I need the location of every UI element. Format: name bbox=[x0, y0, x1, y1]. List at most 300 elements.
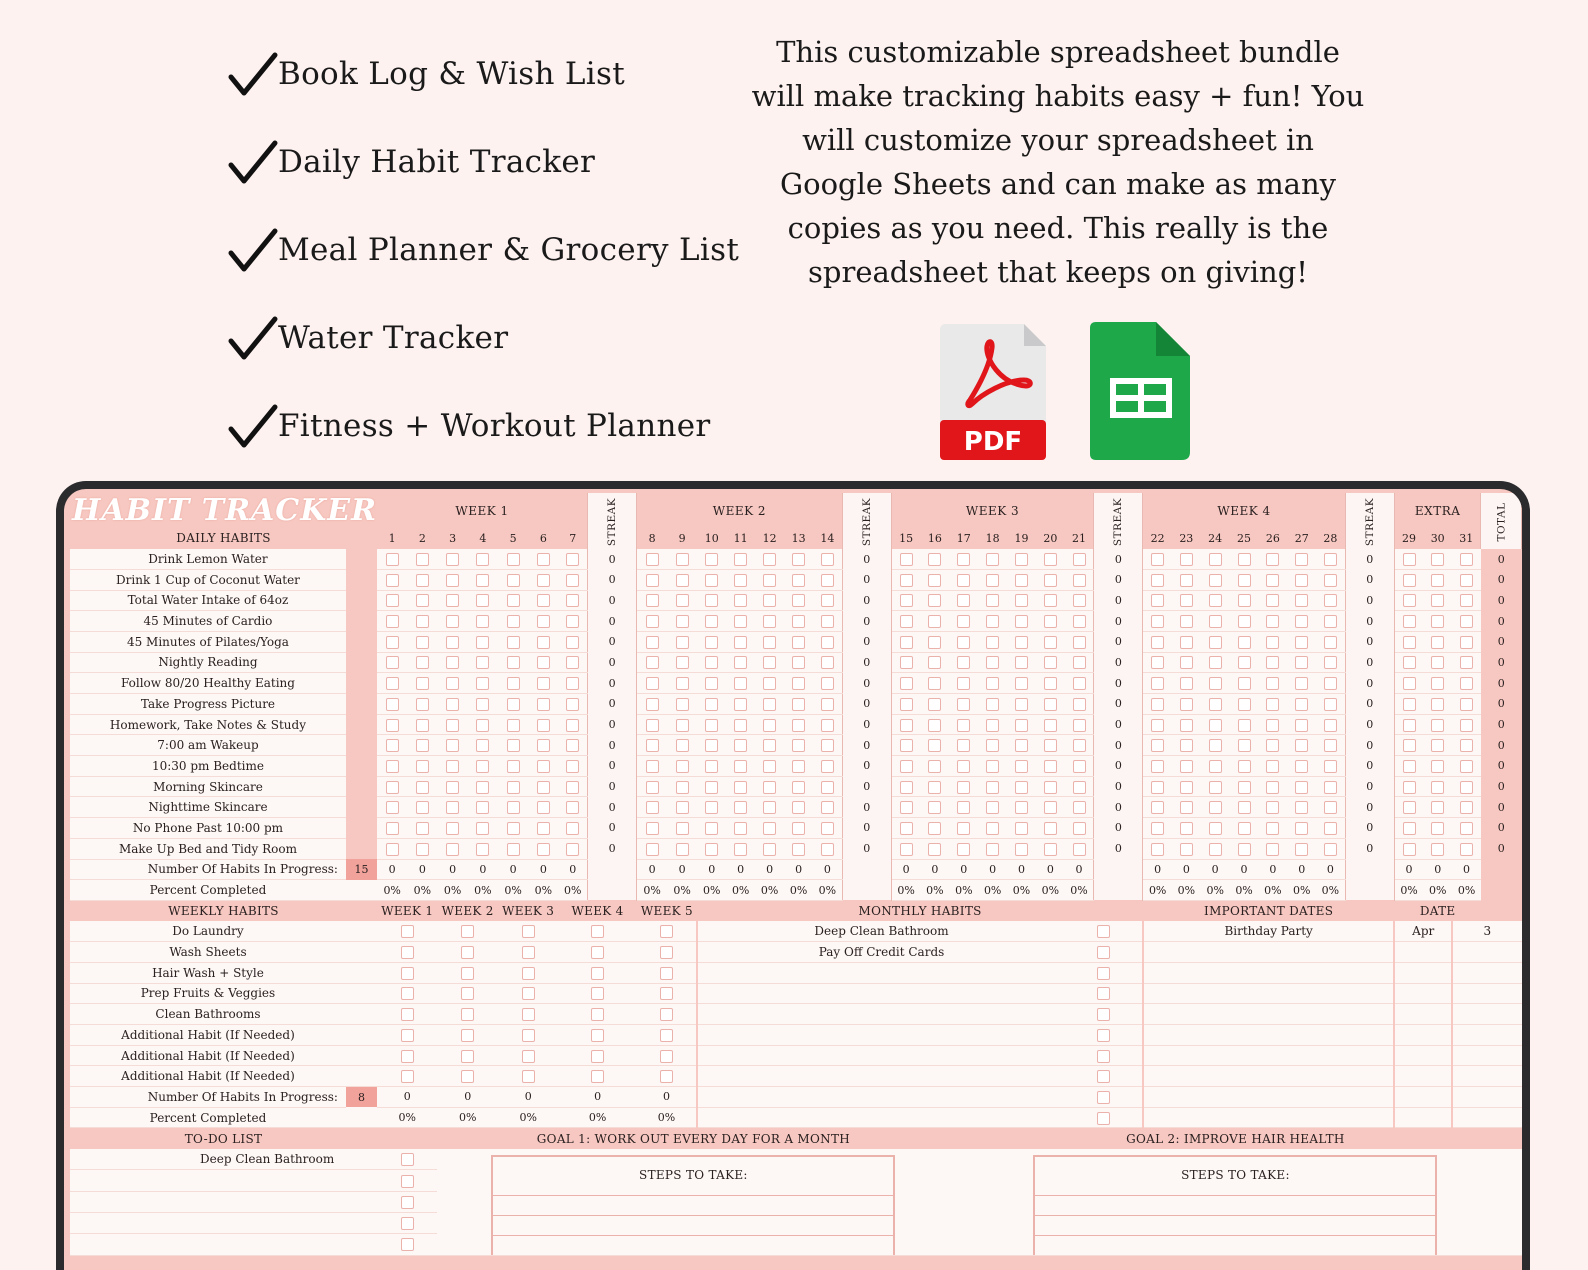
day-checkbox-cell[interactable] bbox=[891, 631, 920, 652]
day-checkbox-cell[interactable] bbox=[528, 756, 558, 777]
habit-checkbox[interactable] bbox=[401, 1238, 414, 1251]
day-checkbox-cell[interactable] bbox=[637, 838, 667, 859]
habit-checkbox[interactable] bbox=[1460, 574, 1473, 587]
habit-checkbox[interactable] bbox=[1073, 677, 1086, 690]
habit-checkbox[interactable] bbox=[986, 553, 999, 566]
habit-checkbox[interactable] bbox=[986, 636, 999, 649]
day-checkbox-cell[interactable] bbox=[1007, 611, 1036, 632]
habit-checkbox[interactable] bbox=[1324, 843, 1337, 856]
habit-checkbox[interactable] bbox=[537, 760, 550, 773]
habit-checkbox[interactable] bbox=[1431, 594, 1444, 607]
day-checkbox-cell[interactable] bbox=[498, 611, 528, 632]
habit-checkbox[interactable] bbox=[386, 698, 399, 711]
habit-checkbox[interactable] bbox=[1324, 636, 1337, 649]
habit-checkbox[interactable] bbox=[386, 739, 399, 752]
day-checkbox-cell[interactable] bbox=[1230, 694, 1259, 715]
habit-checkbox[interactable] bbox=[957, 677, 970, 690]
habit-checkbox[interactable] bbox=[676, 801, 689, 814]
habit-checkbox[interactable] bbox=[986, 677, 999, 690]
habit-checkbox[interactable] bbox=[386, 636, 399, 649]
habit-checkbox[interactable] bbox=[1151, 843, 1164, 856]
habit-checkbox[interactable] bbox=[416, 781, 429, 794]
week-checkbox-cell[interactable] bbox=[637, 1004, 698, 1025]
day-checkbox-cell[interactable] bbox=[891, 590, 920, 611]
habit-checkbox[interactable] bbox=[416, 843, 429, 856]
habit-checkbox[interactable] bbox=[476, 594, 489, 607]
habit-checkbox[interactable] bbox=[401, 1217, 414, 1230]
habit-checkbox[interactable] bbox=[1209, 822, 1222, 835]
weekly-habit-label[interactable]: Hair Wash + Style bbox=[70, 962, 346, 983]
day-checkbox-cell[interactable] bbox=[697, 838, 726, 859]
habit-checkbox[interactable] bbox=[1015, 698, 1028, 711]
habit-checkbox[interactable] bbox=[763, 760, 776, 773]
habit-checkbox[interactable] bbox=[928, 843, 941, 856]
habit-checkbox[interactable] bbox=[705, 739, 718, 752]
day-checkbox-cell[interactable] bbox=[377, 838, 407, 859]
monthly-habit-label[interactable] bbox=[697, 1045, 1065, 1066]
week-checkbox-cell[interactable] bbox=[637, 942, 698, 963]
day-checkbox-cell[interactable] bbox=[1230, 631, 1259, 652]
day-checkbox-cell[interactable] bbox=[813, 694, 842, 715]
day-checkbox-cell[interactable] bbox=[1423, 818, 1452, 839]
habit-checkbox[interactable] bbox=[1295, 801, 1308, 814]
habit-checkbox[interactable] bbox=[763, 719, 776, 732]
habit-checkbox[interactable] bbox=[386, 822, 399, 835]
goal1-step-line[interactable] bbox=[491, 1195, 895, 1215]
week-checkbox-cell[interactable] bbox=[558, 1004, 636, 1025]
habit-checkbox[interactable] bbox=[821, 677, 834, 690]
habit-checkbox[interactable] bbox=[1460, 719, 1473, 732]
day-checkbox-cell[interactable] bbox=[755, 756, 784, 777]
monthly-checkbox-cell[interactable] bbox=[1065, 1025, 1143, 1046]
day-checkbox-cell[interactable] bbox=[755, 569, 784, 590]
habit-checkbox[interactable] bbox=[1151, 719, 1164, 732]
habit-checkbox[interactable] bbox=[900, 553, 913, 566]
day-checkbox-cell[interactable] bbox=[726, 756, 755, 777]
day-checkbox-cell[interactable] bbox=[949, 652, 978, 673]
day-checkbox-cell[interactable] bbox=[891, 549, 920, 570]
day-checkbox-cell[interactable] bbox=[1287, 756, 1316, 777]
habit-checkbox[interactable] bbox=[646, 739, 659, 752]
day-checkbox-cell[interactable] bbox=[377, 756, 407, 777]
important-date-event[interactable] bbox=[1143, 942, 1394, 963]
day-checkbox-cell[interactable] bbox=[407, 652, 437, 673]
day-checkbox-cell[interactable] bbox=[784, 590, 813, 611]
monthly-checkbox-cell[interactable] bbox=[1065, 942, 1143, 963]
habit-checkbox[interactable] bbox=[792, 781, 805, 794]
daily-habit-label[interactable]: 10:30 pm Bedtime bbox=[70, 756, 346, 777]
day-checkbox-cell[interactable] bbox=[978, 652, 1007, 673]
week-checkbox-cell[interactable] bbox=[558, 983, 636, 1004]
habit-checkbox[interactable] bbox=[1015, 760, 1028, 773]
day-checkbox-cell[interactable] bbox=[637, 590, 667, 611]
day-checkbox-cell[interactable] bbox=[1201, 797, 1230, 818]
todo-checkbox-cell[interactable] bbox=[377, 1170, 437, 1191]
day-checkbox-cell[interactable] bbox=[1394, 673, 1423, 694]
daily-habit-label[interactable]: 7:00 am Wakeup bbox=[70, 735, 346, 756]
habit-checkbox[interactable] bbox=[1403, 615, 1416, 628]
day-checkbox-cell[interactable] bbox=[920, 776, 949, 797]
day-checkbox-cell[interactable] bbox=[1007, 797, 1036, 818]
habit-checkbox[interactable] bbox=[1431, 822, 1444, 835]
day-checkbox-cell[interactable] bbox=[784, 549, 813, 570]
day-checkbox-cell[interactable] bbox=[1394, 756, 1423, 777]
day-checkbox-cell[interactable] bbox=[784, 756, 813, 777]
habit-checkbox[interactable] bbox=[734, 760, 747, 773]
day-checkbox-cell[interactable] bbox=[1287, 652, 1316, 673]
day-checkbox-cell[interactable] bbox=[949, 776, 978, 797]
habit-checkbox[interactable] bbox=[1044, 719, 1057, 732]
day-checkbox-cell[interactable] bbox=[949, 611, 978, 632]
day-checkbox-cell[interactable] bbox=[1452, 735, 1481, 756]
habit-checkbox[interactable] bbox=[1097, 1091, 1110, 1104]
habit-checkbox[interactable] bbox=[1209, 719, 1222, 732]
week-checkbox-cell[interactable] bbox=[377, 983, 437, 1004]
habit-checkbox[interactable] bbox=[1180, 574, 1193, 587]
day-checkbox-cell[interactable] bbox=[468, 631, 498, 652]
habit-checkbox[interactable] bbox=[401, 1029, 414, 1042]
day-checkbox-cell[interactable] bbox=[755, 776, 784, 797]
day-checkbox-cell[interactable] bbox=[667, 569, 697, 590]
todo-item[interactable] bbox=[70, 1170, 377, 1191]
habit-checkbox[interactable] bbox=[1151, 656, 1164, 669]
habit-checkbox[interactable] bbox=[957, 553, 970, 566]
day-checkbox-cell[interactable] bbox=[1452, 714, 1481, 735]
daily-habit-label[interactable]: Total Water Intake of 64oz bbox=[70, 590, 346, 611]
habit-checkbox[interactable] bbox=[763, 574, 776, 587]
habit-checkbox[interactable] bbox=[1324, 822, 1337, 835]
habit-checkbox[interactable] bbox=[957, 698, 970, 711]
important-date-event[interactable] bbox=[1143, 1107, 1394, 1128]
habit-checkbox[interactable] bbox=[1044, 553, 1057, 566]
day-checkbox-cell[interactable] bbox=[377, 735, 407, 756]
daily-habit-label[interactable]: No Phone Past 10:00 pm bbox=[70, 818, 346, 839]
habit-checkbox[interactable] bbox=[507, 677, 520, 690]
week-checkbox-cell[interactable] bbox=[637, 962, 698, 983]
day-checkbox-cell[interactable] bbox=[1007, 590, 1036, 611]
day-checkbox-cell[interactable] bbox=[1258, 673, 1287, 694]
day-checkbox-cell[interactable] bbox=[978, 776, 1007, 797]
habit-checkbox[interactable] bbox=[821, 843, 834, 856]
week-checkbox-cell[interactable] bbox=[558, 1066, 636, 1087]
habit-checkbox[interactable] bbox=[676, 656, 689, 669]
day-checkbox-cell[interactable] bbox=[697, 776, 726, 797]
day-checkbox-cell[interactable] bbox=[468, 673, 498, 694]
day-checkbox-cell[interactable] bbox=[1287, 631, 1316, 652]
habit-checkbox[interactable] bbox=[676, 822, 689, 835]
day-checkbox-cell[interactable] bbox=[1143, 694, 1172, 715]
day-checkbox-cell[interactable] bbox=[1065, 714, 1094, 735]
day-checkbox-cell[interactable] bbox=[978, 694, 1007, 715]
habit-checkbox[interactable] bbox=[792, 677, 805, 690]
day-checkbox-cell[interactable] bbox=[1258, 569, 1287, 590]
monthly-checkbox-cell[interactable] bbox=[1065, 962, 1143, 983]
habit-checkbox[interactable] bbox=[1180, 615, 1193, 628]
day-checkbox-cell[interactable] bbox=[1316, 673, 1345, 694]
weekly-habit-label[interactable]: Additional Habit (If Needed) bbox=[70, 1066, 346, 1087]
habit-checkbox[interactable] bbox=[1151, 801, 1164, 814]
day-checkbox-cell[interactable] bbox=[1007, 652, 1036, 673]
habit-checkbox[interactable] bbox=[1431, 760, 1444, 773]
weekly-habit-label[interactable]: Additional Habit (If Needed) bbox=[70, 1025, 346, 1046]
day-checkbox-cell[interactable] bbox=[784, 714, 813, 735]
habit-checkbox[interactable] bbox=[676, 843, 689, 856]
habit-checkbox[interactable] bbox=[763, 594, 776, 607]
day-checkbox-cell[interactable] bbox=[1172, 735, 1201, 756]
day-checkbox-cell[interactable] bbox=[1394, 818, 1423, 839]
habit-checkbox[interactable] bbox=[416, 739, 429, 752]
day-checkbox-cell[interactable] bbox=[667, 818, 697, 839]
day-checkbox-cell[interactable] bbox=[1201, 756, 1230, 777]
habit-checkbox[interactable] bbox=[566, 615, 579, 628]
day-checkbox-cell[interactable] bbox=[407, 756, 437, 777]
day-checkbox-cell[interactable] bbox=[1394, 590, 1423, 611]
habit-checkbox[interactable] bbox=[1431, 574, 1444, 587]
habit-checkbox[interactable] bbox=[1295, 553, 1308, 566]
todo-item[interactable] bbox=[70, 1213, 377, 1234]
habit-checkbox[interactable] bbox=[401, 1070, 414, 1083]
day-checkbox-cell[interactable] bbox=[1316, 818, 1345, 839]
day-checkbox-cell[interactable] bbox=[1394, 631, 1423, 652]
day-checkbox-cell[interactable] bbox=[1065, 549, 1094, 570]
day-checkbox-cell[interactable] bbox=[1007, 818, 1036, 839]
monthly-habit-label[interactable]: Pay Off Credit Cards bbox=[697, 942, 1065, 963]
week-checkbox-cell[interactable] bbox=[437, 1004, 498, 1025]
habit-checkbox[interactable] bbox=[646, 677, 659, 690]
habit-checkbox[interactable] bbox=[646, 760, 659, 773]
daily-habit-label[interactable]: Nightly Reading bbox=[70, 652, 346, 673]
habit-checkbox[interactable] bbox=[1295, 781, 1308, 794]
day-checkbox-cell[interactable] bbox=[1452, 838, 1481, 859]
day-checkbox-cell[interactable] bbox=[1452, 756, 1481, 777]
habit-checkbox[interactable] bbox=[734, 656, 747, 669]
habit-checkbox[interactable] bbox=[476, 760, 489, 773]
habit-checkbox[interactable] bbox=[646, 553, 659, 566]
habit-checkbox[interactable] bbox=[507, 719, 520, 732]
habit-checkbox[interactable] bbox=[1180, 656, 1193, 669]
habit-checkbox[interactable] bbox=[1180, 760, 1193, 773]
habit-checkbox[interactable] bbox=[1015, 553, 1028, 566]
day-checkbox-cell[interactable] bbox=[978, 818, 1007, 839]
habit-checkbox[interactable] bbox=[461, 1029, 474, 1042]
day-checkbox-cell[interactable] bbox=[1143, 673, 1172, 694]
weekly-habit-label[interactable]: Do Laundry bbox=[70, 921, 346, 942]
habit-checkbox[interactable] bbox=[1238, 822, 1251, 835]
day-checkbox-cell[interactable] bbox=[1287, 797, 1316, 818]
habit-checkbox[interactable] bbox=[1015, 677, 1028, 690]
day-checkbox-cell[interactable] bbox=[528, 838, 558, 859]
day-checkbox-cell[interactable] bbox=[1230, 735, 1259, 756]
habit-checkbox[interactable] bbox=[401, 946, 414, 959]
habit-checkbox[interactable] bbox=[660, 967, 673, 980]
day-checkbox-cell[interactable] bbox=[468, 652, 498, 673]
habit-checkbox[interactable] bbox=[900, 636, 913, 649]
day-checkbox-cell[interactable] bbox=[891, 673, 920, 694]
day-checkbox-cell[interactable] bbox=[637, 549, 667, 570]
habit-checkbox[interactable] bbox=[1431, 719, 1444, 732]
day-checkbox-cell[interactable] bbox=[697, 673, 726, 694]
day-checkbox-cell[interactable] bbox=[1172, 631, 1201, 652]
habit-checkbox[interactable] bbox=[1238, 615, 1251, 628]
day-checkbox-cell[interactable] bbox=[1287, 549, 1316, 570]
habit-checkbox[interactable] bbox=[1180, 553, 1193, 566]
monthly-checkbox-cell[interactable] bbox=[1065, 921, 1143, 942]
habit-checkbox[interactable] bbox=[476, 719, 489, 732]
day-checkbox-cell[interactable] bbox=[1423, 611, 1452, 632]
day-checkbox-cell[interactable] bbox=[558, 714, 587, 735]
habit-checkbox[interactable] bbox=[1073, 636, 1086, 649]
daily-habit-label[interactable]: Morning Skincare bbox=[70, 776, 346, 797]
habit-checkbox[interactable] bbox=[646, 594, 659, 607]
habit-checkbox[interactable] bbox=[476, 574, 489, 587]
day-checkbox-cell[interactable] bbox=[1316, 631, 1345, 652]
habit-checkbox[interactable] bbox=[566, 781, 579, 794]
day-checkbox-cell[interactable] bbox=[528, 797, 558, 818]
habit-checkbox[interactable] bbox=[957, 843, 970, 856]
day-checkbox-cell[interactable] bbox=[1143, 549, 1172, 570]
day-checkbox-cell[interactable] bbox=[1143, 797, 1172, 818]
habit-checkbox[interactable] bbox=[1403, 553, 1416, 566]
habit-checkbox[interactable] bbox=[734, 843, 747, 856]
day-checkbox-cell[interactable] bbox=[377, 818, 407, 839]
habit-checkbox[interactable] bbox=[522, 1029, 535, 1042]
day-checkbox-cell[interactable] bbox=[891, 756, 920, 777]
day-checkbox-cell[interactable] bbox=[498, 797, 528, 818]
day-checkbox-cell[interactable] bbox=[1230, 673, 1259, 694]
habit-checkbox[interactable] bbox=[416, 636, 429, 649]
habit-checkbox[interactable] bbox=[1015, 574, 1028, 587]
day-checkbox-cell[interactable] bbox=[978, 714, 1007, 735]
day-checkbox-cell[interactable] bbox=[1143, 611, 1172, 632]
day-checkbox-cell[interactable] bbox=[1036, 590, 1065, 611]
day-checkbox-cell[interactable] bbox=[437, 714, 467, 735]
day-checkbox-cell[interactable] bbox=[528, 569, 558, 590]
habit-checkbox[interactable] bbox=[821, 594, 834, 607]
day-checkbox-cell[interactable] bbox=[1452, 611, 1481, 632]
day-checkbox-cell[interactable] bbox=[1316, 797, 1345, 818]
day-checkbox-cell[interactable] bbox=[726, 590, 755, 611]
day-checkbox-cell[interactable] bbox=[637, 797, 667, 818]
habit-checkbox[interactable] bbox=[957, 594, 970, 607]
habit-checkbox[interactable] bbox=[1151, 615, 1164, 628]
habit-checkbox[interactable] bbox=[1209, 698, 1222, 711]
day-checkbox-cell[interactable] bbox=[1201, 611, 1230, 632]
week-checkbox-cell[interactable] bbox=[558, 1025, 636, 1046]
week-checkbox-cell[interactable] bbox=[498, 1004, 559, 1025]
daily-habit-label[interactable]: Nighttime Skincare bbox=[70, 797, 346, 818]
habit-checkbox[interactable] bbox=[646, 843, 659, 856]
day-checkbox-cell[interactable] bbox=[667, 838, 697, 859]
habit-checkbox[interactable] bbox=[1460, 656, 1473, 669]
day-checkbox-cell[interactable] bbox=[1036, 818, 1065, 839]
weekly-habit-label[interactable]: Clean Bathrooms bbox=[70, 1004, 346, 1025]
daily-habit-label[interactable]: Take Progress Picture bbox=[70, 694, 346, 715]
habit-checkbox[interactable] bbox=[986, 760, 999, 773]
habit-checkbox[interactable] bbox=[1073, 615, 1086, 628]
week-checkbox-cell[interactable] bbox=[498, 962, 559, 983]
habit-checkbox[interactable] bbox=[676, 719, 689, 732]
habit-checkbox[interactable] bbox=[1403, 781, 1416, 794]
daily-habit-label[interactable]: 45 Minutes of Pilates/Yoga bbox=[70, 631, 346, 652]
day-checkbox-cell[interactable] bbox=[377, 714, 407, 735]
habit-checkbox[interactable] bbox=[401, 967, 414, 980]
day-checkbox-cell[interactable] bbox=[1065, 818, 1094, 839]
habit-checkbox[interactable] bbox=[537, 553, 550, 566]
day-checkbox-cell[interactable] bbox=[920, 818, 949, 839]
habit-checkbox[interactable] bbox=[928, 801, 941, 814]
day-checkbox-cell[interactable] bbox=[1143, 735, 1172, 756]
day-checkbox-cell[interactable] bbox=[667, 590, 697, 611]
day-checkbox-cell[interactable] bbox=[1201, 776, 1230, 797]
habit-checkbox[interactable] bbox=[1238, 594, 1251, 607]
habit-checkbox[interactable] bbox=[1324, 553, 1337, 566]
day-checkbox-cell[interactable] bbox=[813, 797, 842, 818]
habit-checkbox[interactable] bbox=[401, 1175, 414, 1188]
day-checkbox-cell[interactable] bbox=[1287, 694, 1316, 715]
habit-checkbox[interactable] bbox=[522, 1050, 535, 1063]
day-checkbox-cell[interactable] bbox=[468, 714, 498, 735]
habit-checkbox[interactable] bbox=[900, 677, 913, 690]
day-checkbox-cell[interactable] bbox=[1172, 569, 1201, 590]
todo-checkbox-cell[interactable] bbox=[377, 1234, 437, 1255]
day-checkbox-cell[interactable] bbox=[1287, 569, 1316, 590]
day-checkbox-cell[interactable] bbox=[978, 611, 1007, 632]
monthly-habit-label[interactable] bbox=[697, 1107, 1065, 1128]
week-checkbox-cell[interactable] bbox=[377, 1066, 437, 1087]
important-date-month[interactable] bbox=[1394, 1045, 1452, 1066]
important-date-day[interactable] bbox=[1452, 1025, 1521, 1046]
day-checkbox-cell[interactable] bbox=[498, 776, 528, 797]
important-date-month[interactable]: Apr bbox=[1394, 921, 1452, 942]
habit-checkbox[interactable] bbox=[1266, 656, 1279, 669]
day-checkbox-cell[interactable] bbox=[1230, 776, 1259, 797]
habit-checkbox[interactable] bbox=[792, 760, 805, 773]
day-checkbox-cell[interactable] bbox=[377, 694, 407, 715]
habit-checkbox[interactable] bbox=[1073, 843, 1086, 856]
important-date-day[interactable] bbox=[1452, 942, 1521, 963]
habit-checkbox[interactable] bbox=[461, 925, 474, 938]
goal2-step-line[interactable] bbox=[1033, 1195, 1437, 1215]
important-date-day[interactable] bbox=[1452, 983, 1521, 1004]
habit-checkbox[interactable] bbox=[1460, 822, 1473, 835]
habit-checkbox[interactable] bbox=[792, 636, 805, 649]
week-checkbox-cell[interactable] bbox=[558, 1045, 636, 1066]
habit-checkbox[interactable] bbox=[1151, 677, 1164, 690]
day-checkbox-cell[interactable] bbox=[377, 797, 407, 818]
day-checkbox-cell[interactable] bbox=[407, 694, 437, 715]
day-checkbox-cell[interactable] bbox=[667, 611, 697, 632]
week-checkbox-cell[interactable] bbox=[637, 921, 698, 942]
habit-checkbox[interactable] bbox=[763, 677, 776, 690]
habit-checkbox[interactable] bbox=[676, 594, 689, 607]
day-checkbox-cell[interactable] bbox=[784, 569, 813, 590]
day-checkbox-cell[interactable] bbox=[468, 694, 498, 715]
habit-checkbox[interactable] bbox=[1209, 677, 1222, 690]
week-checkbox-cell[interactable] bbox=[498, 983, 559, 1004]
day-checkbox-cell[interactable] bbox=[978, 569, 1007, 590]
important-date-day[interactable] bbox=[1452, 1045, 1521, 1066]
habit-checkbox[interactable] bbox=[386, 615, 399, 628]
day-checkbox-cell[interactable] bbox=[726, 818, 755, 839]
day-checkbox-cell[interactable] bbox=[1258, 590, 1287, 611]
day-checkbox-cell[interactable] bbox=[726, 735, 755, 756]
daily-habit-label[interactable]: Follow 80/20 Healthy Eating bbox=[70, 673, 346, 694]
habit-checkbox[interactable] bbox=[1431, 739, 1444, 752]
day-checkbox-cell[interactable] bbox=[1316, 590, 1345, 611]
habit-checkbox[interactable] bbox=[792, 719, 805, 732]
habit-checkbox[interactable] bbox=[1238, 677, 1251, 690]
habit-checkbox[interactable] bbox=[928, 677, 941, 690]
